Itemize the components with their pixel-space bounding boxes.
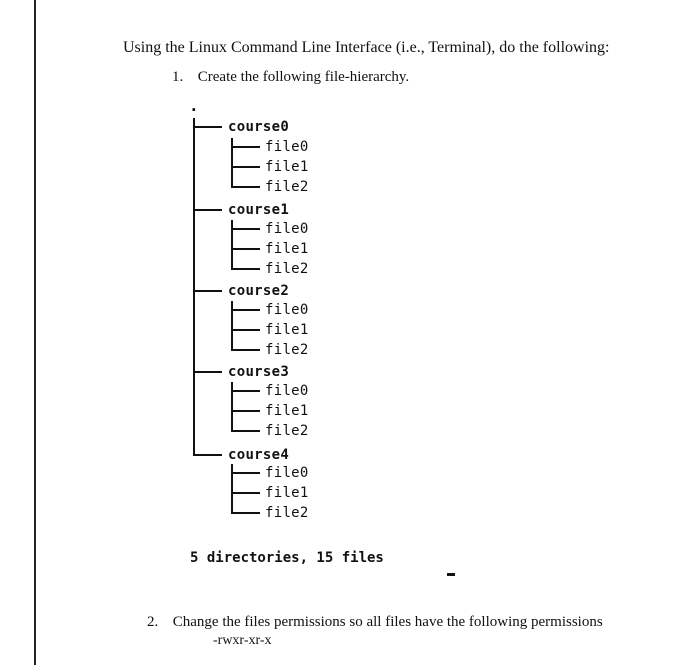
file-course3-file1: file1: [265, 403, 309, 419]
step-2: [147, 614, 603, 631]
dir-course0: course0: [228, 119, 290, 135]
text-cursor-mark: [447, 573, 455, 576]
dir-course4: course4: [228, 447, 290, 463]
file-course3-file0: file0: [265, 383, 309, 399]
step-1-text: Create the following file-hierarchy.: [197, 69, 410, 85]
file-course4-file1: file1: [265, 485, 309, 501]
tree-root: .: [189, 96, 199, 115]
file-course4-file0: file0: [265, 465, 309, 481]
step-2-number: 2.: [147, 614, 159, 630]
tree-summary: 5 directories, 15 files: [190, 550, 384, 566]
file-course2-file2: file2: [265, 342, 309, 358]
file-course2-file1: file1: [265, 322, 309, 338]
file-course1-file1: file1: [265, 241, 309, 257]
file-course1-file2: file2: [265, 261, 309, 277]
file-course4-file2: file2: [265, 505, 309, 521]
file-course3-file2: file2: [265, 423, 309, 439]
step-1-number: 1.: [172, 69, 184, 85]
file-course0-file0: file0: [265, 139, 309, 155]
instructions-intro: Using the Linux Command Line Interface (i.e., Terminal), do the following:: [123, 39, 610, 56]
file-course1-file0: file0: [265, 221, 309, 237]
file-course0-file1: file1: [265, 159, 309, 175]
file-course2-file0: file0: [265, 302, 309, 318]
file-course0-file2: file2: [265, 179, 309, 195]
dir-course3: course3: [228, 364, 290, 380]
dir-course2: course2: [228, 283, 290, 299]
permissions-string: -rwxr-xr-x: [213, 633, 272, 648]
step-2-text: Change the files permissions so all files have the following permissions: [172, 614, 603, 630]
dir-course1: course1: [228, 202, 290, 218]
